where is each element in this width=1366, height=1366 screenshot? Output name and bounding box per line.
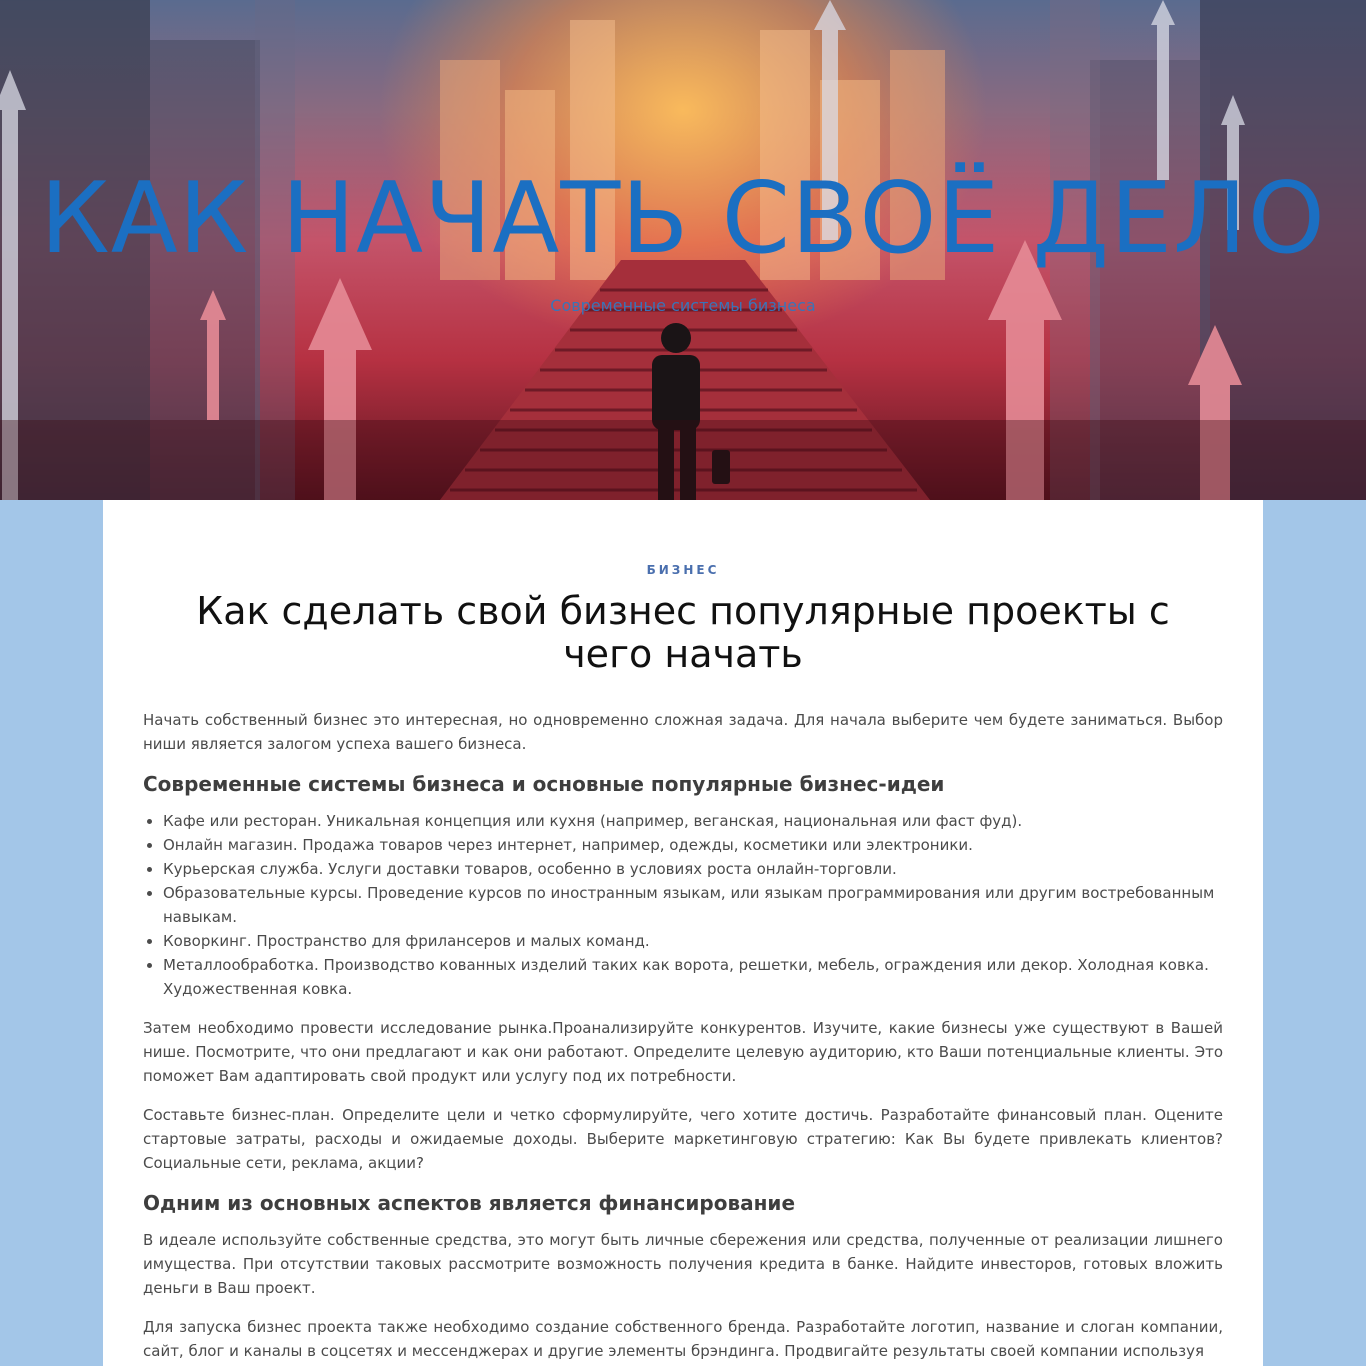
section-heading: Современные системы бизнеса и основные популярные бизнес-идеи — [143, 772, 945, 796]
site-title[interactable]: КАК НАЧАТЬ СВОЁ ДЕЛО — [40, 162, 1326, 276]
site-header — [0, 0, 1366, 500]
list-item: • Курьерская служба. Услуги доставки товаров, особенно в условиях роста онлайн-торговли. — [163, 857, 1223, 881]
intro-paragraph: Начать собственный бизнес это интересная, но одновременно сложная задача. Для начала выберите чем будете заниматься. Выбор ниши является залогом успеха вашего бизнеса. — [143, 711, 1223, 753]
article-container — [103, 500, 1263, 1366]
section-heading: Одним из основных аспектов является финансирование — [143, 1191, 796, 1215]
list-item: • Коворкинг. Пространство для фрилансеров и малых команд. — [163, 929, 1223, 953]
site-tagline: Современные системы бизнеса — [550, 296, 816, 315]
list-item: • Металлообработка. Производство кованных изделий таких как ворота, решетки, мебель, ограждения или декор. Холодная ковка. Художественная ковка. — [163, 953, 1223, 1001]
paragraph: Для запуска бизнес проекта также необходимо создание собственного бренда. Разработайте логотип, название и слоган компании, сайт, блог и каналы в соцсетях и мессенджерах и другие элементы брэндинга. Продвигайте результаты своей компании используя — [143, 1318, 1223, 1360]
post-title: Как сделать свой бизнес популярные проекты с чего начать — [196, 589, 1170, 676]
paragraph: Составьте бизнес-план. Определите цели и четко сформулируйте, чего хотите достичь. Разработайте финансовый план. Оцените стартовые затраты, расходы и ожидаемые доходы. Выберите маркетинговую стратегию: Как Вы будете привлекать клиентов? Социальные сети, реклама, акции? — [143, 1106, 1223, 1172]
paragraph: Затем необходимо провести исследование рынка.Проанализируйте конкурентов. Изучите, какие бизнесы уже существуют в Вашей нише. Посмотрите, что они предлагают и как они работают. Определите целевую аудиторию, кто Ваши потенциальные клиенты. Это поможет Вам адаптировать свой продукт или услугу под их потребности. — [143, 1019, 1223, 1085]
list-item: • Онлайн магазин. Продажа товаров через интернет, например, одежды, косметики или электроники. — [163, 833, 1223, 857]
post-body — [143, 708, 1223, 1363]
paragraph: В идеале используйте собственные средства, это могут быть личные сбережения или средства, полученные от реализации лишнего имущества. При отсутствии таковых рассмотрите возможность получения кредита в банке. Найдите инвесторов, готовых вложить деньги в Ваш проект. — [143, 1231, 1223, 1297]
category-link[interactable]: БИЗНЕС — [646, 563, 720, 577]
list-item: • Кафе или ресторан. Уникальная концепция или кухня (например, веганская, национальная или фаст фуд). — [163, 809, 1223, 833]
list-item: • Образовательные курсы. Проведение курсов по иностранным языкам, или языкам программирования или другим востребованным навыкам. — [163, 881, 1223, 929]
business-ideas-list — [143, 809, 1223, 1001]
